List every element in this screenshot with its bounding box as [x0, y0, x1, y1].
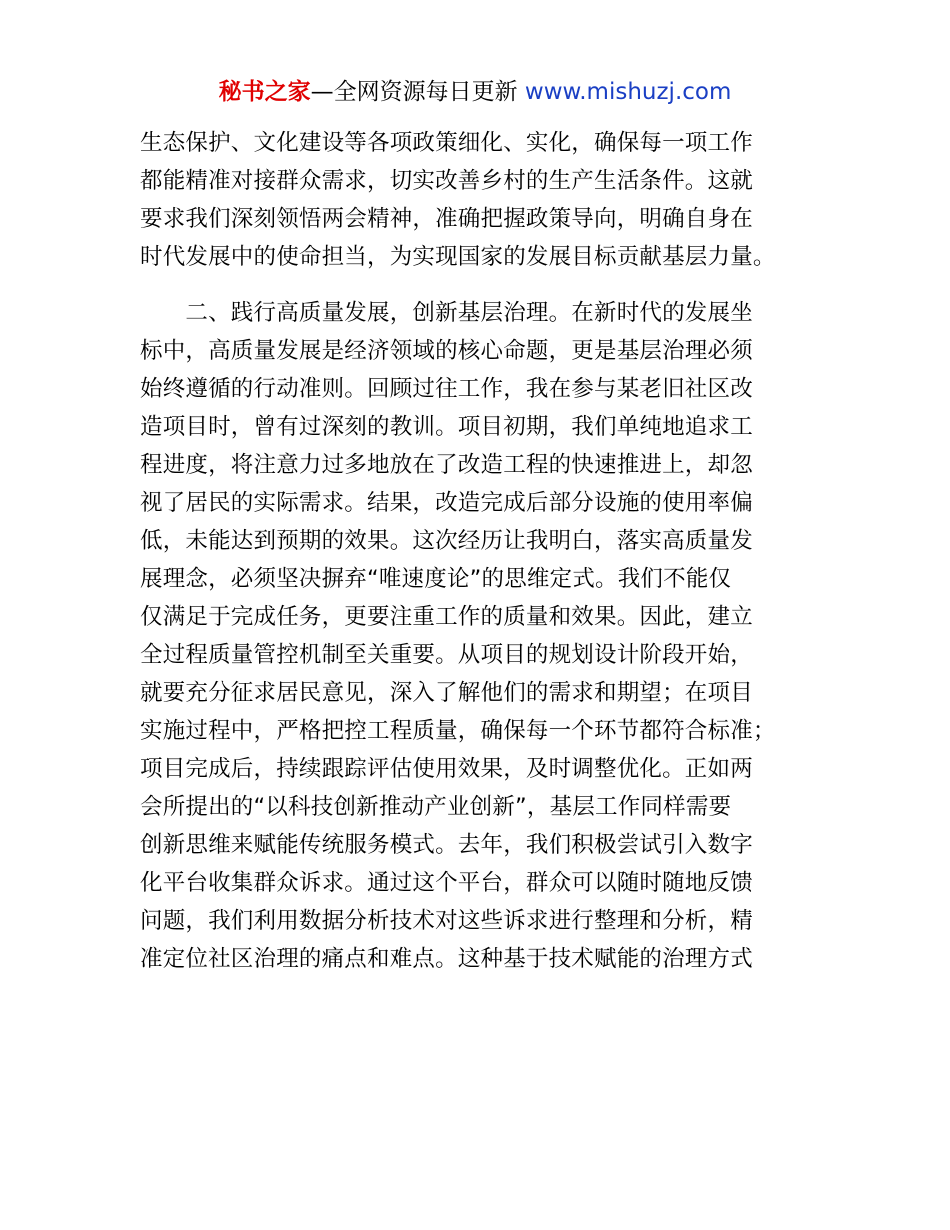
paragraph-2 [140, 294, 840, 978]
text-line: 二、践行高质量发展，创新基层治理。在新时代的发展坐 [140, 300, 753, 326]
text-line: 造项目时，曾有过深刻的教训。项目初期，我们单纯地追求工 [140, 414, 753, 440]
header-tagline: —全网资源每日更新 [310, 79, 518, 105]
text-line: 展理念，必须坚决摒弃“唯速度论”的思维定式。我们不能仅 [140, 566, 732, 592]
text-line: 始终遵循的行动准则。回顾过往工作，我在参与某老旧社区改 [140, 376, 753, 402]
header-url-link[interactable]: www.mishuzj.com [524, 79, 732, 105]
text-line: 程进度，将注意力过多地放在了改造工程的快速推进上，却忽 [140, 452, 753, 478]
paragraph-1 [140, 124, 840, 276]
text-line: 化平台收集群众诉求。通过这个平台，群众可以随时随地反馈 [140, 870, 753, 896]
text-line: 仅满足于完成任务，更要注重工作的质量和效果。因此，建立 [140, 604, 753, 630]
text-line: 要求我们深刻领悟两会精神，准确把握政策导向，明确自身在 [140, 206, 753, 232]
document-body [140, 124, 840, 978]
text-line: 生态保护、文化建设等各项政策细化、实化，确保每一项工作 [140, 130, 753, 156]
header-brand: 秘书之家 [218, 79, 311, 105]
text-line: 项目完成后，持续跟踪评估使用效果，及时调整优化。正如两 [140, 756, 753, 782]
text-line: 准定位社区治理的痛点和难点。这种基于技术赋能的治理方式 [140, 946, 753, 972]
text-line: 视了居民的实际需求。结果，改造完成后部分设施的使用率偏 [140, 490, 753, 516]
page-header [0, 76, 950, 108]
paragraph-spacer [140, 276, 840, 294]
text-line: 时代发展中的使命担当，为实现国家的发展目标贡献基层力量。 [140, 244, 776, 270]
text-line: 会所提出的“以科技创新推动产业创新”，基层工作同样需要 [140, 794, 732, 820]
text-line: 创新思维来赋能传统服务模式。去年，我们积极尝试引入数字 [140, 832, 753, 858]
text-line: 全过程质量管控机制至关重要。从项目的规划设计阶段开始， [140, 642, 753, 668]
text-line: 就要充分征求居民意见，深入了解他们的需求和期望；在项目 [140, 680, 753, 706]
text-line: 实施过程中，严格把控工程质量，确保每一个环节都符合标准； [140, 718, 776, 744]
text-line: 标中，高质量发展是经济领域的核心命题，更是基层治理必须 [140, 338, 753, 364]
text-line: 都能精准对接群众需求，切实改善乡村的生产生活条件。这就 [140, 168, 753, 194]
text-line: 问题，我们利用数据分析技术对这些诉求进行整理和分析，精 [140, 908, 753, 934]
text-line: 低，未能达到预期的效果。这次经历让我明白，落实高质量发 [140, 528, 753, 554]
